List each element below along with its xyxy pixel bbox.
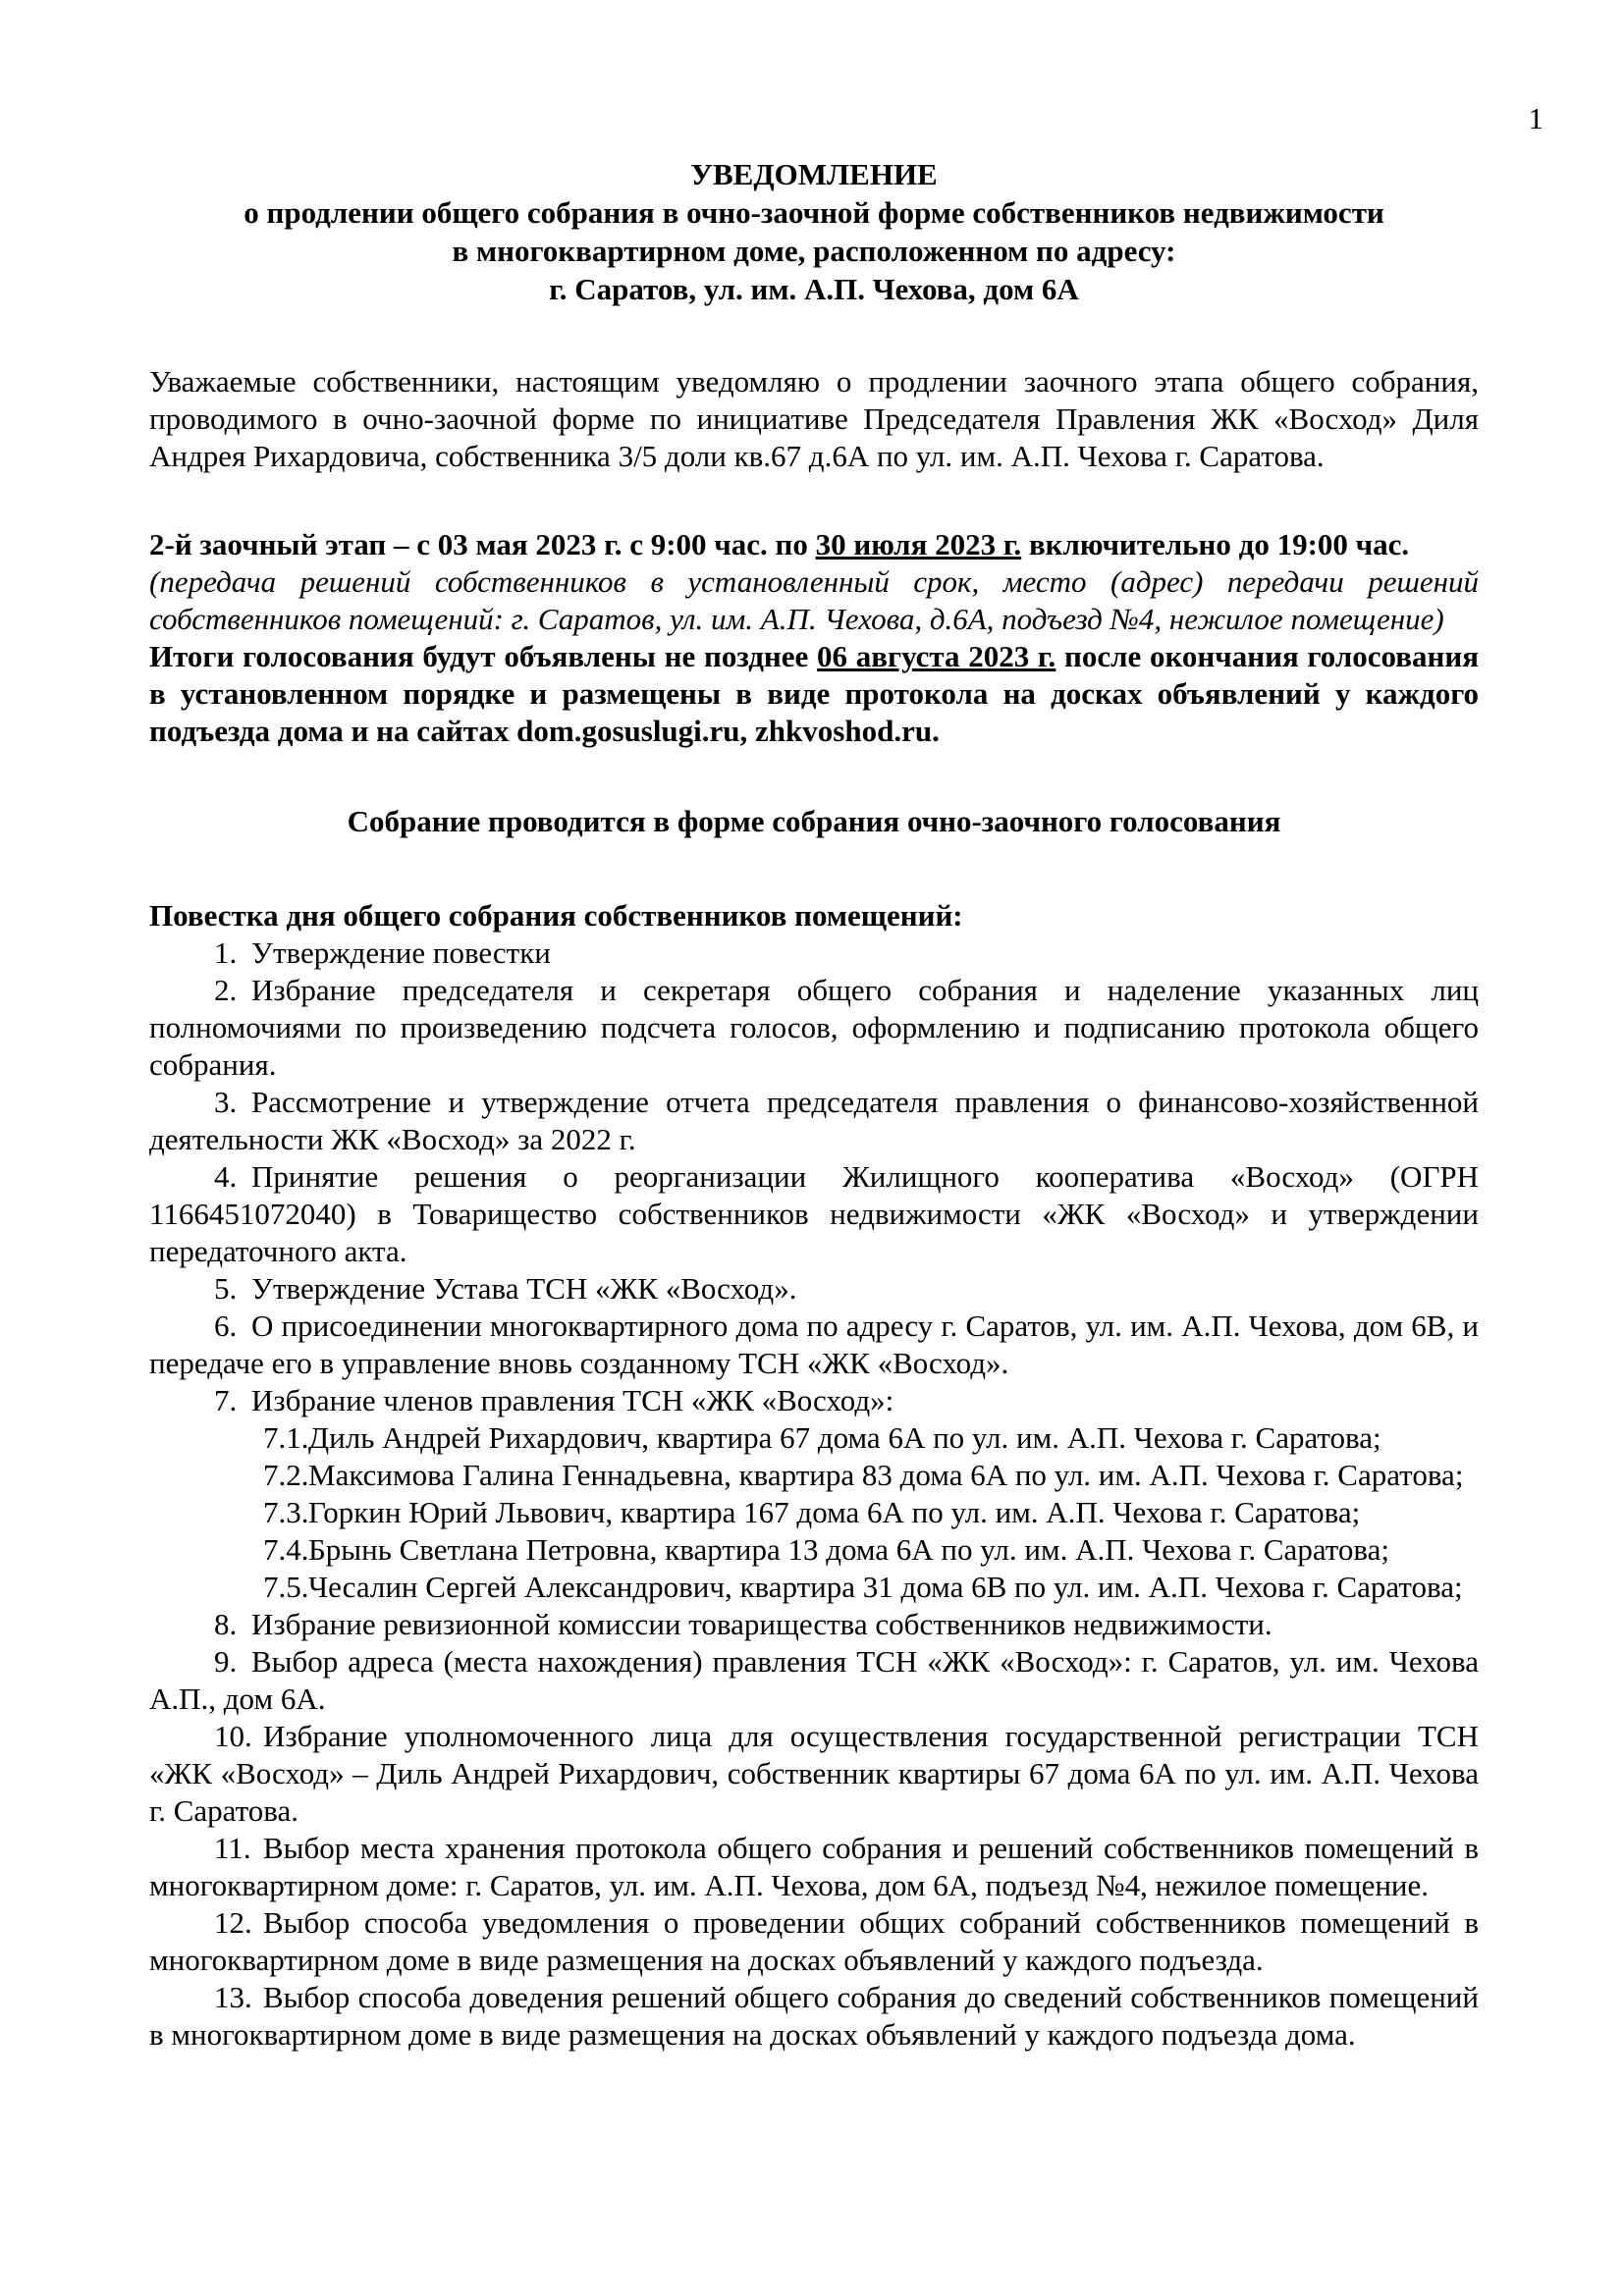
- results-paragraph: [149, 638, 1479, 750]
- agenda-item-number: 4.: [214, 1159, 238, 1194]
- title-line-1: УВЕДОМЛЕНИЕ: [690, 157, 938, 191]
- board-member-number: 7.2.: [263, 1458, 309, 1492]
- agenda-item: [149, 1643, 1479, 1718]
- agenda-item-text: Избрание членов правления ТСН «ЖК «Восход»:: [251, 1383, 894, 1417]
- agenda-item-number: 12.: [214, 1905, 252, 1940]
- board-member-text: Брынь Светлана Петровна, квартира 13 дома 6А по ул. им. А.П. Чехова г. Саратова;: [308, 1532, 1390, 1567]
- agenda-item: [149, 1606, 1479, 1643]
- agenda-heading: Повестка дня общего собрания собственников помещений:: [149, 898, 963, 933]
- agenda-item: [149, 972, 1479, 1084]
- agenda-item: [149, 1158, 1479, 1270]
- agenda-item-number: 9.: [214, 1644, 238, 1679]
- voting-stage: [149, 526, 1479, 563]
- agenda-item-number: 5.: [214, 1271, 238, 1306]
- agenda-item-text: Выбор способа доведения решений общего собрания до сведений собственников помещений в многоквартирном доме в виде размещения на досках объявлений у каждого подъезда дома.: [149, 1980, 1479, 2052]
- board-member-text: Диль Андрей Рихардович, квартира 67 дома 6А по ул. им. А.П. Чехова г. Саратова;: [308, 1420, 1381, 1455]
- agenda-item: [149, 1382, 1479, 1419]
- agenda-item-text: Избрание председателя и секретаря общего собрания и наделение указанных лиц полномочиями по произведению подсчета голосов, оформлению и подписанию протокола общего собрания.: [149, 973, 1479, 1082]
- board-member-number: 7.4.: [263, 1532, 309, 1567]
- stage-text-1: 2-й заочный этап – с 03 мая 2023 г. с 9:00 час. по: [149, 527, 816, 561]
- stage-end-date: 30 июля 2023 г.: [815, 527, 1022, 561]
- agenda-item-text: Выбор способа уведомления о проведении общих собраний собственников помещений в многоквартирном доме в виде размещения на досках объявлений у каждого подъезда.: [149, 1905, 1479, 1977]
- board-member-item: [149, 1457, 1479, 1494]
- agenda-item: [149, 1308, 1479, 1382]
- stage-text-2: включительно до 19:00 час.: [1021, 527, 1410, 561]
- agenda-item-number: 6.: [214, 1308, 238, 1343]
- board-member-text: Максимова Галина Геннадьевна, квартира 83 дома 6А по ул. им. А.П. Чехова г. Саратова;: [308, 1458, 1464, 1492]
- board-member-item: [149, 1531, 1479, 1569]
- agenda-item-text: Рассмотрение и утверждение отчета председателя правления о финансово-хозяйственной деятельности ЖК «Восход» за 2022 г.: [149, 1085, 1479, 1156]
- agenda-item-text: Выбор адреса (места нахождения) правления ТСН «ЖК «Восход»: г. Саратов, ул. им. Чехова А.П., дом 6А.: [149, 1644, 1479, 1716]
- agenda-item-number: 8.: [214, 1607, 238, 1641]
- board-member-text: Чесалин Сергей Александрович, квартира 31 дома 6В по ул. им. А.П. Чехова г. Саратова;: [308, 1570, 1463, 1604]
- results-text-1: Итоги голосования будут объявлены не позднее: [149, 639, 818, 673]
- agenda-item: [149, 1270, 1479, 1308]
- board-member-item: [149, 1569, 1479, 1606]
- agenda-item-text: О присоединении многоквартирного дома по адресу г. Саратов, ул. им. А.П. Чехова, дом 6В, и передаче его в управление вновь созданному ТСН «ЖК «Восход».: [149, 1308, 1479, 1380]
- notice-title: [149, 155, 1479, 308]
- board-member-number: 7.5.: [263, 1570, 309, 1604]
- meeting-form-line: Собрание проводится в форме собрания очно-заочного голосования: [347, 804, 1281, 838]
- agenda-item: [149, 934, 1479, 972]
- agenda-item-text: Утверждение повестки: [251, 935, 551, 970]
- agenda-item-number: 10.: [214, 1719, 252, 1753]
- intro-paragraph: Уважаемые собственники, настоящим уведомляю о продлении заочного этапа общего собрания, проводимого в очно-заочной форме по инициативе Председателя Правления ЖК «Восход» Диля Андрея Рихардовича, собственника 3/5 доли кв.67 д.6А по ул. им. А.П. Чехова г. Саратова.: [149, 364, 1479, 473]
- board-member-text: Горкин Юрий Львович, квартира 167 дома 6А по ул. им. А.П. Чехова г. Саратова;: [308, 1495, 1361, 1529]
- board-member-number: 7.3.: [263, 1495, 309, 1529]
- board-member-item: [149, 1494, 1479, 1531]
- board-member-item: [149, 1419, 1479, 1457]
- results-text-2: после окончания голосования в установленном порядке и размещены в виде протокола на досках объявлений у каждого подъезда дома и на сайтах dom.gosuslugi.ru, zhkvoshod.ru.: [149, 639, 1479, 748]
- agenda-item-text: Выбор места хранения протокола общего собрания и решений собственников помещений в многоквартирном доме: г. Саратов, ул. им. А.П. Чехова, дом 6А, подъезд №4, нежилое помещение.: [149, 1831, 1479, 1902]
- agenda-item: [149, 1084, 1479, 1158]
- board-member-number: 7.1.: [263, 1420, 309, 1455]
- title-line-2: о продлении общего собрания в очно-заочной форме собственников недвижимости: [244, 195, 1384, 230]
- agenda-item-number: 11.: [214, 1831, 251, 1865]
- agenda-item-number: 13.: [214, 1980, 252, 2014]
- agenda-item-text: Избрание ревизионной комиссии товарищества собственников недвижимости.: [251, 1607, 1272, 1641]
- agenda-item-text: Избрание уполномоченного лица для осуществления государственной регистрации ТСН «ЖК «Восход» – Диль Андрей Рихардович, собственник квартиры 67 дома 6А по ул. им. А.П. Чехова г. Саратова.: [149, 1719, 1479, 1828]
- agenda-item: [149, 1979, 1479, 2054]
- page-number: 1: [1528, 101, 1543, 135]
- agenda-list: [149, 934, 1479, 2054]
- agenda-item: [149, 1904, 1479, 1979]
- title-line-3: в многоквартирном доме, расположенном по адресу:: [452, 234, 1176, 268]
- agenda-item-text: Принятие решения о реорганизации Жилищного кооператива «Восход» (ОГРН 1166451072040) в Товарищество собственников недвижимости «ЖК «Восход» и утверждении передаточного акта.: [149, 1159, 1479, 1268]
- agenda-item-number: 7.: [214, 1383, 238, 1417]
- agenda-item-number: 1.: [214, 935, 238, 970]
- agenda-item-text: Утверждение Устава ТСН «ЖК «Восход».: [251, 1271, 797, 1306]
- stage-note: (передача решений собственников в установленный срок, место (адрес) передачи решений собственников помещений: г. Саратов, ул. им. А.П. Чехова, д.6А, подъезд №4, нежилое помещение): [149, 564, 1479, 636]
- agenda-item-number: 3.: [214, 1085, 238, 1119]
- agenda-item: [149, 1830, 1479, 1904]
- agenda-item-number: 2.: [214, 973, 238, 1007]
- agenda-item: [149, 1718, 1479, 1830]
- title-line-4: г. Саратов, ул. им. А.П. Чехова, дом 6А: [549, 272, 1079, 306]
- results-date: 06 августа 2023 г.: [817, 639, 1056, 673]
